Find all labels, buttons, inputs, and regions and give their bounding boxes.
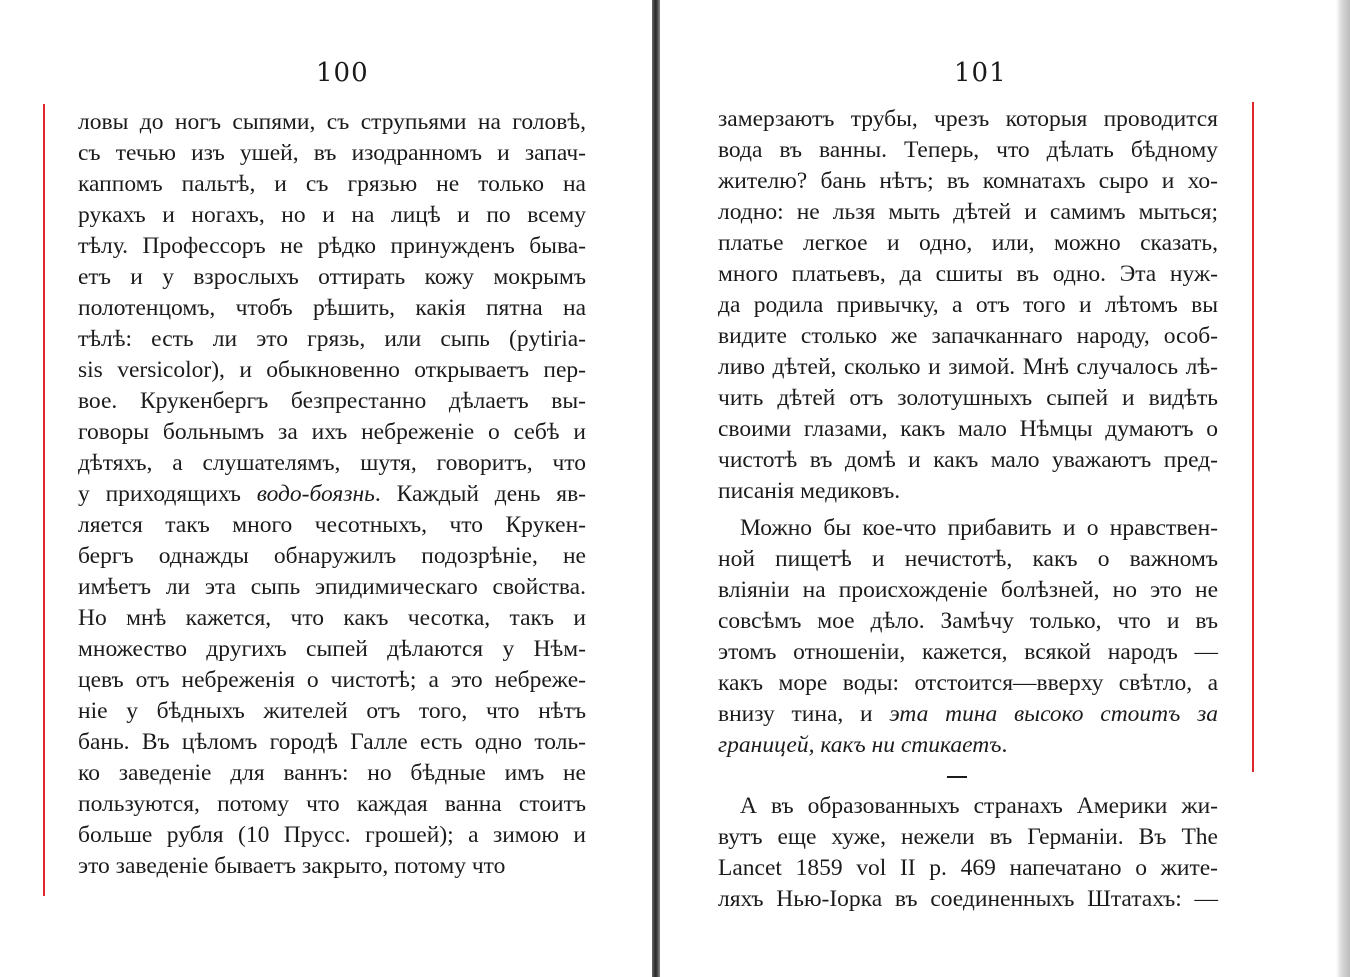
text-line: бергъ однажды обнаружилъ подозрѣніе, не xyxy=(78,543,586,569)
text-line: полотенцомъ, чтобъ рѣшить, какія пятна на xyxy=(78,295,586,321)
text-line: замерзаютъ трубы, чрезъ которыя проводится xyxy=(718,106,1218,132)
text-line-with-emphasis xyxy=(718,699,1218,730)
left-page-number: 100 xyxy=(316,58,369,88)
text-line: ловы до ногъ сыпями, съ струпьями на головѣ, xyxy=(78,109,586,135)
text-line-with-emphasis xyxy=(78,479,586,510)
text-line: ной пищетѣ и нечистотѣ, какъ о важномъ xyxy=(718,546,1218,572)
text-line: множество другихъ сыпей дѣлаются у Нѣм- xyxy=(78,636,586,662)
text-line: много платьевъ, да сшиты въ одно. Эта нуж- xyxy=(718,261,1218,287)
emphasized-phrase: эта тина высоко стоитъ за xyxy=(889,701,1218,727)
text-line: чистотѣ въ домѣ и какъ мало уважаютъ пред- xyxy=(718,447,1218,473)
line-text: внизу тина, и xyxy=(718,701,890,727)
right-page xyxy=(660,0,1350,977)
text-line: тѣлу. Профессоръ не рѣдко принужденъ быва- xyxy=(78,233,586,259)
left-page-text xyxy=(78,107,586,882)
text-line: бань. Въ цѣломъ городѣ Галле есть одно толь- xyxy=(78,729,586,755)
text-line: своими глазами, какъ мало Нѣмцы думаютъ о xyxy=(718,416,1218,442)
text-line: чить дѣтей отъ золотушныхъ сыпей и видѣть xyxy=(718,385,1218,411)
text-line: совсѣмъ мое дѣло. Замѣчу только, что и въ xyxy=(718,608,1218,634)
text-line: рукахъ и ногахъ, но и на лицѣ и по всему xyxy=(78,202,586,228)
text-line: ніе у бѣдныхъ жителей отъ того, что нѣтъ xyxy=(78,698,586,724)
text-line: вліяніи на происхожденіе болѣзней, но это не xyxy=(718,577,1218,603)
book-gutter xyxy=(652,0,660,977)
line-text: . Каждый день яв- xyxy=(374,481,587,507)
text-line: платье легкое и одно, или, можно сказать, xyxy=(718,230,1218,256)
text-line: ко заведеніе для ваннъ: но бѣдные имъ не xyxy=(78,760,586,786)
text-line: этомъ отношеніи, кажется, всякой народъ — xyxy=(718,639,1218,665)
text-line: больше рубля (10 Прусс. грошей); а зимою и xyxy=(78,822,586,848)
text-line: говоры больнымъ за ихъ небреженіе о себѣ и xyxy=(78,419,586,445)
text-line: А въ образованныхъ странахъ Америки жи- xyxy=(740,793,1218,819)
text-line: пользуются, потому что каждая ванна стоитъ xyxy=(78,791,586,817)
emphasized-term: водо-боязнь xyxy=(256,481,375,507)
text-line: тѣлѣ: есть ли это грязь, или сыпь (pytiria- xyxy=(78,326,586,352)
text-line: етъ и у взрослыхъ оттирать кожу мокрымъ xyxy=(78,264,586,290)
right-page-text xyxy=(718,104,1218,915)
separator-dash xyxy=(947,776,967,778)
text-line: вое. Крукенбергъ безпрестанно дѣлаетъ вы- xyxy=(78,388,586,414)
text-line: какъ море воды: отстоится—вверху свѣтло, а xyxy=(718,670,1218,696)
text-line: видите столько же запачканнаго народу, особ- xyxy=(718,323,1218,349)
text-line: Но мнѣ кажется, что какъ чесотка, такъ и xyxy=(78,605,586,631)
text-line: да родила привычку, а отъ того и лѣтомъ вы xyxy=(718,292,1218,318)
text-line: жителю? бань нѣтъ; въ комнатахъ сыро и хо- xyxy=(718,168,1218,194)
text-line: Можно бы кое-что прибавить и о нравствен- xyxy=(740,515,1218,541)
text-line: имѣетъ ли эта сыпь эпидимическаго свойства. xyxy=(78,574,586,600)
text-line: это заведеніе бываетъ закрыто, потому что xyxy=(78,853,506,879)
text-line: ляется такъ много чесотныхъ, что Крукен- xyxy=(78,512,586,538)
text-line: ляхъ Нью-Іорка въ соединенныхъ Штатахъ: — xyxy=(718,886,1218,912)
text-line: лодно: не льзя мыть дѣтей и самимъ мыться; xyxy=(718,199,1218,225)
text-line-with-emphasis xyxy=(718,730,1218,761)
section-separator xyxy=(718,761,1218,791)
text-line: писанія медиковъ. xyxy=(718,478,901,504)
text-line: каппомъ пальтѣ, и съ грязью не только на xyxy=(78,171,586,197)
text-line: съ течью изъ ушей, въ изодранномъ и запач- xyxy=(78,140,586,166)
page-edge-shadow xyxy=(1336,0,1350,977)
right-margin-marker xyxy=(1252,102,1254,772)
line-text: . xyxy=(1001,732,1008,758)
text-line: ливо дѣтей, сколько и зимой. Мнѣ случалось лѣ- xyxy=(718,354,1218,380)
left-page xyxy=(0,0,652,977)
text-line: вода въ ванны. Теперь, что дѣлать бѣдному xyxy=(718,137,1218,163)
text-line: Lancet 1859 vol II p. 469 напечатано о жите- xyxy=(718,855,1218,881)
right-page-number: 101 xyxy=(954,58,1007,88)
text-line: цевъ отъ небреженія о чистотѣ; а это небреже- xyxy=(78,667,586,693)
line-text: у приходящихъ xyxy=(78,481,257,507)
emphasized-phrase: границей, какъ ни стикаетъ xyxy=(718,732,1002,758)
text-line: вутъ еще хуже, нежели въ Германіи. Въ The xyxy=(718,824,1218,850)
text-line: дѣтяхъ, а слушателямъ, шутя, говоритъ, что xyxy=(78,450,586,476)
text-line: sis versicolor), и обыкновенно открываетъ пер- xyxy=(78,357,586,383)
left-margin-marker xyxy=(43,104,45,896)
